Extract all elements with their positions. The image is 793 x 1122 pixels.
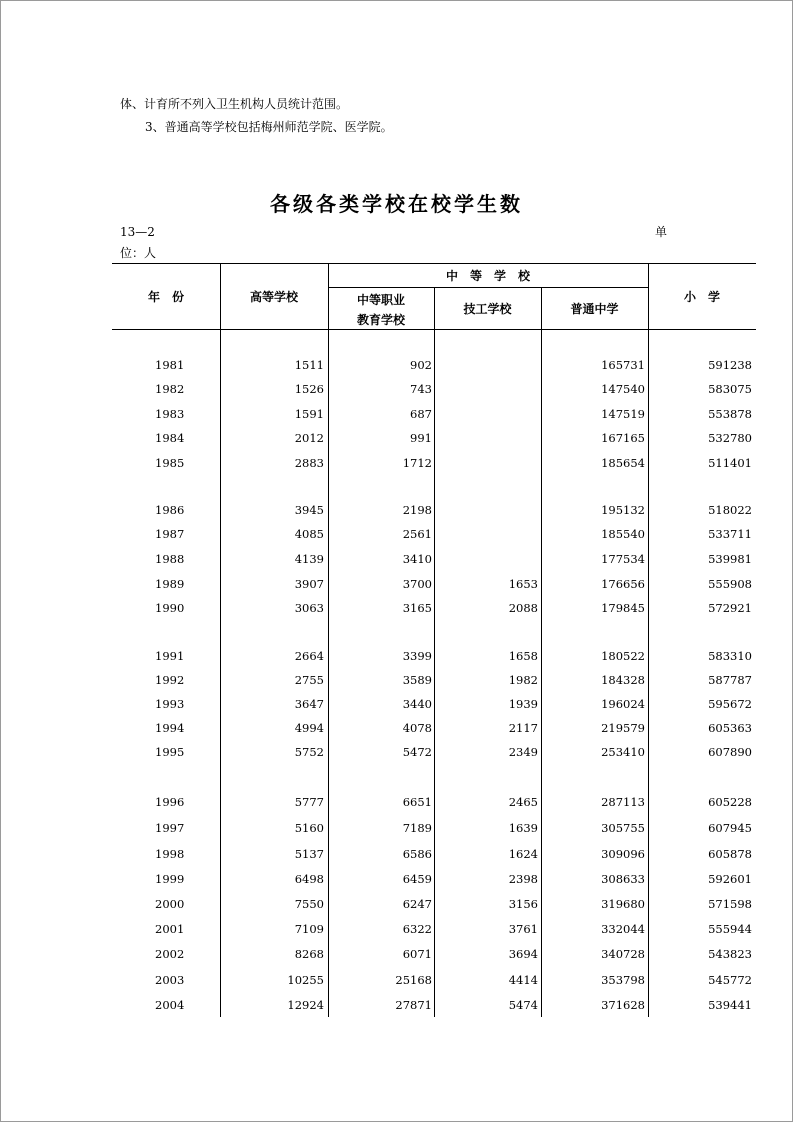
middle-cell: 167165 [601,431,645,445]
technical-cell: 4414 [508,973,538,987]
vocational-cell: 1712 [402,456,432,470]
table-row [112,673,756,691]
vocational-cell: 6247 [402,897,432,911]
table-row [112,721,756,739]
year-cell: 1987 [155,527,185,541]
middle-cell: 185540 [601,527,645,541]
higher-cell: 5160 [294,821,324,835]
higher-cell: 5137 [294,847,324,861]
table-row [112,795,756,813]
year-cell: 1989 [155,577,185,591]
primary-cell: 518022 [708,503,752,517]
vocational-cell: 743 [410,382,432,396]
primary-cell: 591238 [708,358,752,372]
middle-cell: 253410 [601,745,645,759]
middle-cell: 147519 [601,407,645,421]
vocational-cell: 991 [410,431,432,445]
year-cell: 1982 [155,382,185,396]
primary-cell: 539441 [708,998,752,1012]
year-cell: 1992 [155,673,185,687]
vocational-cell: 6459 [402,872,432,886]
header-general-middle-school: 普通中学 [570,302,619,316]
vocational-cell: 6322 [402,922,432,936]
technical-cell: 3694 [508,947,538,961]
higher-cell: 1511 [294,358,324,372]
technical-cell: 2117 [508,721,538,735]
primary-cell: 571598 [708,897,752,911]
year-cell: 1996 [155,795,185,809]
table-row [112,382,756,400]
table-row [112,872,756,890]
table-row [112,601,756,619]
vocational-cell: 27871 [395,998,432,1012]
table-number: 13—2 [120,225,155,239]
header-year: 年 份 [147,290,184,304]
middle-cell: 195132 [601,503,645,517]
unit-label: 位：人 [120,246,157,260]
middle-cell: 165731 [601,358,645,372]
primary-cell: 607890 [708,745,752,759]
vocational-cell: 6071 [402,947,432,961]
year-cell: 1991 [155,649,185,663]
table-row [112,358,756,376]
table-row [112,847,756,865]
middle-cell: 177534 [601,552,645,566]
primary-cell: 605878 [708,847,752,861]
middle-cell: 184328 [601,673,645,687]
year-cell: 1988 [155,552,185,566]
technical-cell: 2088 [508,601,538,615]
middle-cell: 305755 [601,821,645,835]
vocational-cell: 25168 [395,973,432,987]
technical-cell: 1624 [508,847,538,861]
technical-cell: 2349 [508,745,538,759]
primary-cell: 539981 [708,552,752,566]
technical-cell: 1982 [508,673,538,687]
table-row [112,649,756,667]
primary-cell: 533711 [708,527,752,541]
year-cell: 1999 [155,872,185,886]
higher-cell: 3647 [294,697,324,711]
higher-cell: 7550 [294,897,324,911]
middle-cell: 340728 [601,947,645,961]
header-primary-school: 小 学 [683,290,720,304]
year-cell: 2000 [155,897,185,911]
year-cell: 1993 [155,697,185,711]
middle-cell: 196024 [601,697,645,711]
vocational-cell: 3440 [402,697,432,711]
technical-cell: 1639 [508,821,538,835]
middle-cell: 180522 [601,649,645,663]
vocational-cell: 7189 [402,821,432,835]
year-cell: 1983 [155,407,185,421]
vocational-cell: 4078 [402,721,432,735]
year-cell: 1994 [155,721,185,735]
technical-cell: 3156 [508,897,538,911]
middle-cell: 185654 [601,456,645,470]
primary-cell: 583310 [708,649,752,663]
primary-cell: 583075 [708,382,752,396]
middle-cell: 319680 [601,897,645,911]
primary-cell: 587787 [708,673,752,687]
higher-cell: 7109 [294,922,324,936]
table-row [112,922,756,940]
year-cell: 2002 [155,947,185,961]
table-row [112,527,756,545]
primary-cell: 592601 [708,872,752,886]
higher-cell: 6498 [294,872,324,886]
year-cell: 1986 [155,503,185,517]
higher-cell: 2664 [294,649,324,663]
year-cell: 1990 [155,601,185,615]
middle-cell: 179845 [601,601,645,615]
middle-cell: 147540 [601,382,645,396]
year-cell: 1997 [155,821,185,835]
table-row [112,973,756,991]
middle-cell: 308633 [601,872,645,886]
year-cell: 1998 [155,847,185,861]
table-row [112,821,756,839]
primary-cell: 545772 [708,973,752,987]
vocational-cell: 3399 [402,649,432,663]
middle-cell: 353798 [601,973,645,987]
middle-cell: 332044 [601,922,645,936]
higher-cell: 1526 [294,382,324,396]
middle-cell: 176656 [601,577,645,591]
technical-cell: 1939 [508,697,538,711]
higher-cell: 3063 [294,601,324,615]
higher-cell: 4139 [294,552,324,566]
table-row [112,697,756,715]
technical-cell: 1658 [508,649,538,663]
technical-cell: 3761 [508,922,538,936]
vocational-cell: 3589 [402,673,432,687]
table-row [112,745,756,763]
vocational-cell: 3165 [402,601,432,615]
table-row [112,998,756,1016]
table-row [112,552,756,570]
higher-cell: 2012 [294,431,324,445]
primary-cell: 543823 [708,947,752,961]
vocational-cell: 902 [410,358,432,372]
higher-cell: 1591 [294,407,324,421]
higher-cell: 8268 [294,947,324,961]
vocational-cell: 3700 [402,577,432,591]
table-row [112,407,756,425]
technical-cell: 2465 [508,795,538,809]
higher-cell: 5752 [294,745,324,759]
table-row [112,897,756,915]
primary-cell: 532780 [708,431,752,445]
year-cell: 2004 [155,998,185,1012]
higher-cell: 5777 [294,795,324,809]
primary-cell: 595672 [708,697,752,711]
vocational-cell: 6586 [402,847,432,861]
group-header-rule [328,287,648,288]
vocational-cell: 5472 [402,745,432,759]
higher-cell: 3907 [294,577,324,591]
table-row [112,503,756,521]
middle-cell: 371628 [601,998,645,1012]
unit-label-prefix: 单 [655,225,668,239]
header-vocational-line-1: 中等职业 [356,293,405,307]
higher-cell: 4085 [294,527,324,541]
primary-cell: 511401 [708,456,752,470]
note-line-2: 3、普通高等学校包括梅州师范学院、医学院。 [145,120,393,134]
primary-cell: 572921 [708,601,752,615]
year-cell: 1981 [155,358,185,372]
table-row [112,577,756,595]
higher-cell: 10255 [287,973,324,987]
primary-cell: 607945 [708,821,752,835]
year-cell: 1985 [155,456,185,470]
year-cell: 1995 [155,745,185,759]
table-title: 各级各类学校在校学生数 [270,192,523,216]
middle-cell: 219579 [601,721,645,735]
technical-cell: 5474 [508,998,538,1012]
primary-cell: 555944 [708,922,752,936]
header-vocational-line-2: 教育学校 [356,313,405,327]
higher-cell: 2755 [294,673,324,687]
higher-cell: 12924 [287,998,324,1012]
vocational-cell: 2198 [402,503,432,517]
table-row [112,431,756,449]
middle-cell: 287113 [601,795,645,809]
technical-cell: 1653 [508,577,538,591]
header-higher-education: 高等学校 [249,290,298,304]
year-cell: 2001 [155,922,185,936]
vocational-cell: 2561 [402,527,432,541]
vocational-cell: 6651 [402,795,432,809]
primary-cell: 553878 [708,407,752,421]
higher-cell: 3945 [294,503,324,517]
note-line-1: 体、计育所不列入卫生机构人员统计范围。 [120,97,349,111]
higher-cell: 4994 [294,721,324,735]
primary-cell: 555908 [708,577,752,591]
vocational-cell: 3410 [402,552,432,566]
year-cell: 2003 [155,973,185,987]
table-row [112,456,756,474]
primary-cell: 605363 [708,721,752,735]
middle-cell: 309096 [601,847,645,861]
primary-cell: 605228 [708,795,752,809]
higher-cell: 2883 [294,456,324,470]
header-technical-school: 技工学校 [463,302,512,316]
technical-cell: 2398 [508,872,538,886]
table-row [112,947,756,965]
year-cell: 1984 [155,431,185,445]
vocational-cell: 687 [410,407,432,421]
table-top-rule [112,263,756,264]
header-secondary-schools: 中 等 学 校 [445,269,530,283]
